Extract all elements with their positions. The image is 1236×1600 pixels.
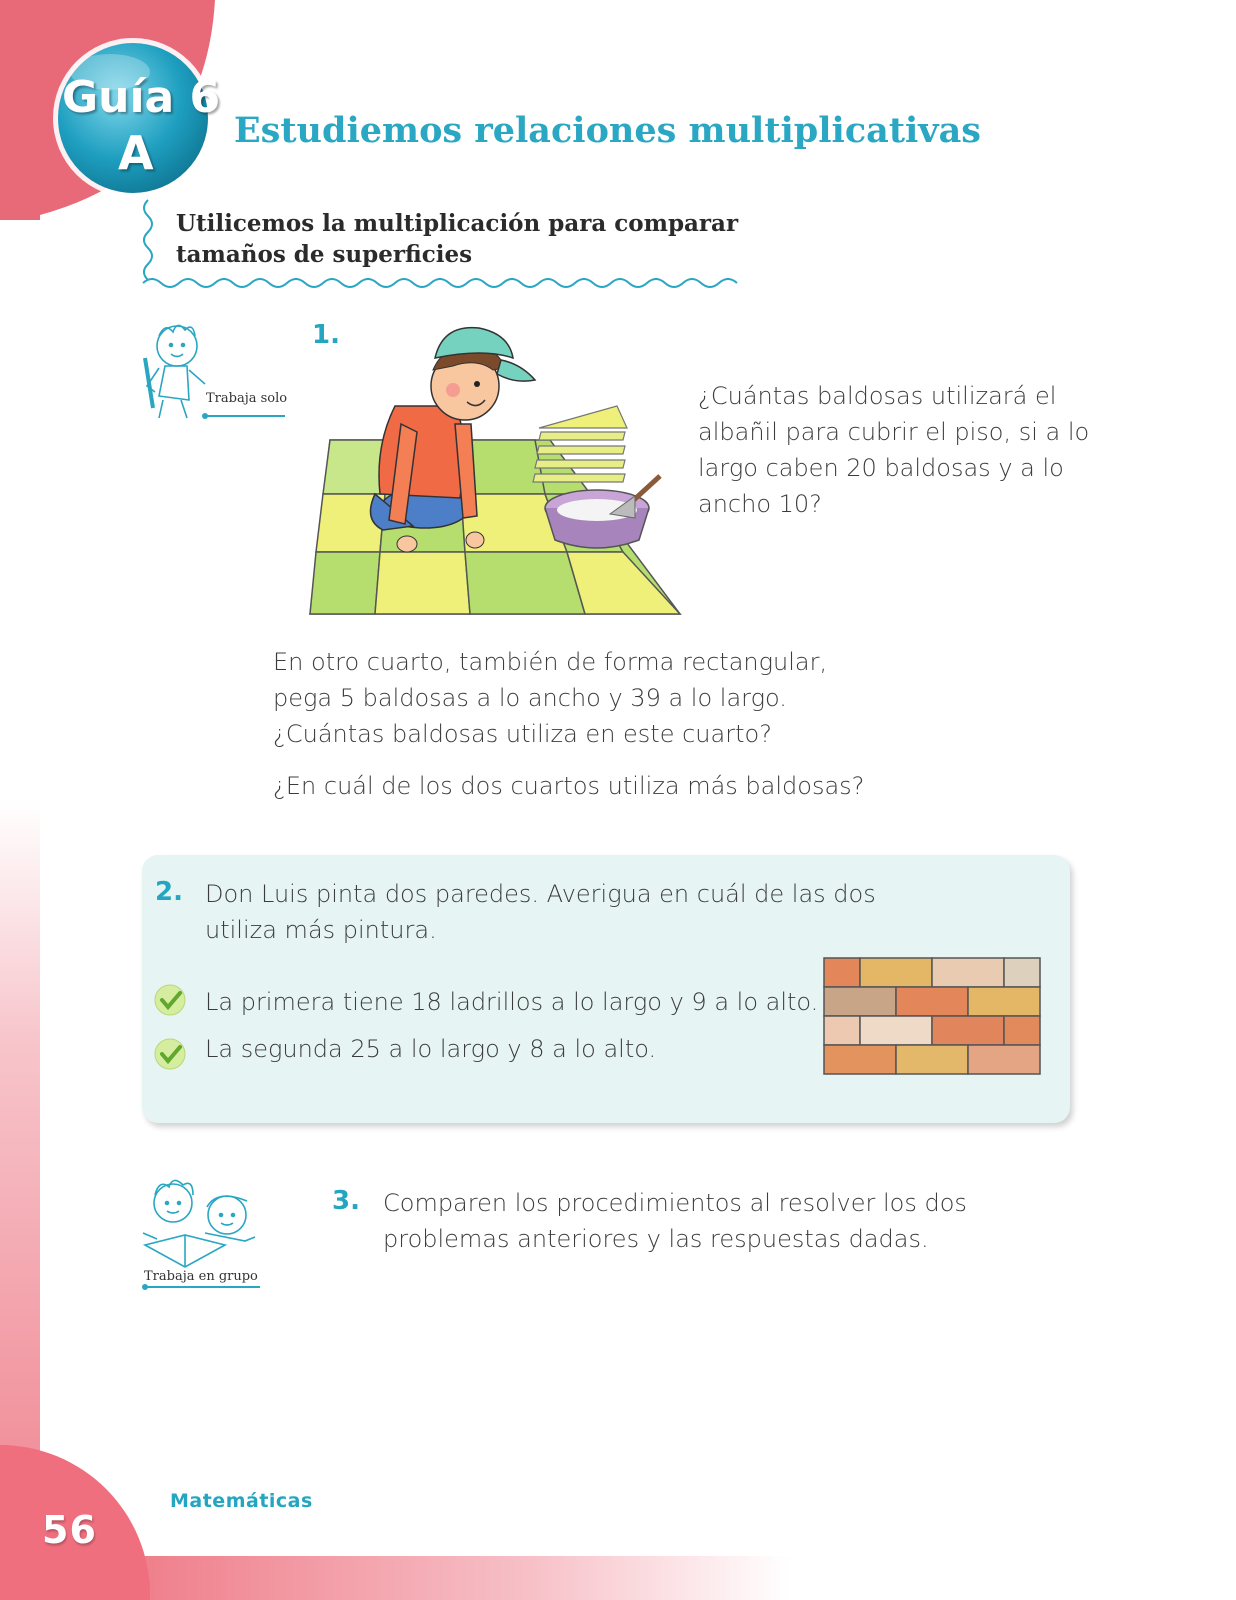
bottom-border-strip xyxy=(140,1556,790,1600)
question-3-number: 3. xyxy=(332,1186,360,1216)
work-alone-label: Trabaja solo xyxy=(206,391,288,406)
question-1-compare-text: ¿En cuál de los dos cuartos utiliza más baldosas? xyxy=(273,772,865,800)
question-2-number: 2. xyxy=(155,877,183,907)
footer-subject: Matemáticas xyxy=(170,1490,313,1512)
checkmark-icon xyxy=(152,982,188,1018)
question-1-number: 1. xyxy=(312,320,340,350)
tiler-illustration xyxy=(305,318,690,618)
question-1-room-text: En otro cuarto, también de forma rectangular, pega 5 baldosas a lo ancho y 39 a lo largo. ¿Cuántas baldosas utiliza en este cuarto? xyxy=(273,648,828,748)
page-number: 56 xyxy=(42,1508,97,1552)
work-in-group-label: Trabaja en grupo xyxy=(144,1269,258,1284)
question-2-item: La segunda 25 a lo largo y 8 a lo alto. xyxy=(205,1035,657,1063)
page-title: Estudiemos relaciones multiplicativas xyxy=(234,110,982,151)
guide-letter: A xyxy=(118,126,154,180)
guide-number: Guía 6 xyxy=(62,72,221,123)
question-1-text: ¿Cuántas baldosas utilizará el albañil para cubrir el piso, si a lo largo caben 20 baldosas y a lo ancho 10? xyxy=(698,382,1090,518)
question-3-text: Comparen los procedimientos al resolver los dos problemas anteriores y las respuestas dadas. xyxy=(383,1189,967,1253)
brick-wall-illustration xyxy=(822,956,1044,1078)
question-2-intro: Don Luis pinta dos paredes. Averigua en cuál de las dos utiliza más pintura. xyxy=(205,880,876,944)
section-subtitle: Utilicemos la multiplicación para comparar tamaños de superficies xyxy=(176,210,739,268)
checkmark-icon xyxy=(152,1036,188,1072)
work-alone-icon xyxy=(135,318,295,428)
question-2-item: La primera tiene 18 ladrillos a lo largo y 9 a lo alto. xyxy=(205,988,819,1016)
